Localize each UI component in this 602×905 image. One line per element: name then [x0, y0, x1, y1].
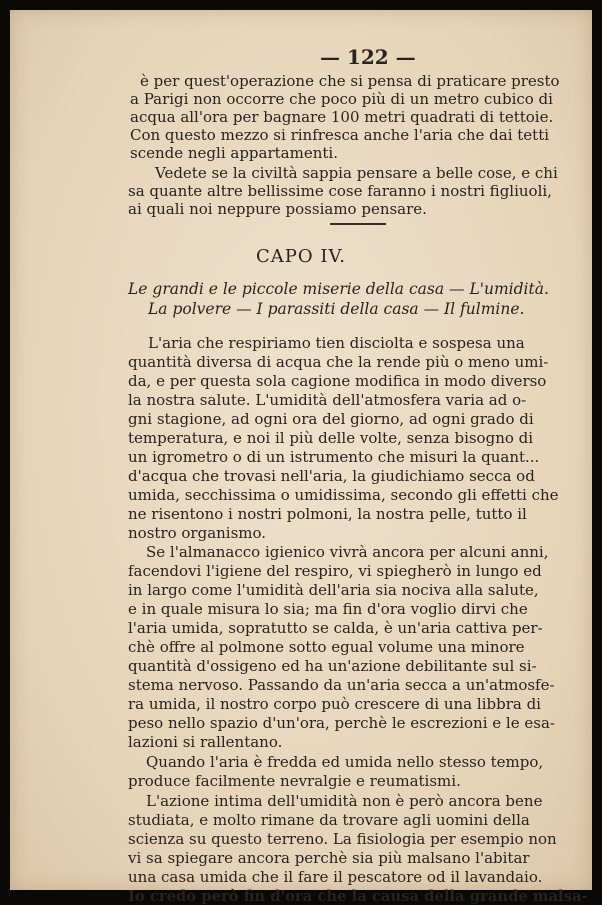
- text-line: facendovi l'igiene del respiro, vi spiegherò in lungo ed: [128, 562, 542, 580]
- text-line: L'aria che respiriamo tien disciolta e sospesa una: [148, 334, 525, 352]
- page-number: — 122 —: [320, 45, 416, 69]
- text-line: umida, secchissima o umidissima, secondo gli effetti che: [128, 486, 559, 504]
- text-line: la nostra salute. L'umidità dell'atmosfera varia ad o-: [128, 391, 527, 409]
- text-line: quantità d'ossigeno ed ha un'azione debilitante sul si-: [128, 657, 537, 675]
- text-line: acqua all'ora per bagnare 100 metri quadrati di tettoie.: [130, 108, 554, 126]
- text-line: peso nello spazio d'un'ora, perchè le escrezioni e le esa-: [128, 714, 555, 732]
- text-line: sa quante altre bellissime cose faranno i nostri figliuoli,: [128, 182, 552, 200]
- text-line: stema nervoso. Passando da un'aria secca a un'atmosfe-: [128, 676, 555, 694]
- text-line: gni stagione, ad ogni ora del giorno, ad ogni grado di: [128, 410, 534, 428]
- text-line: studiata, e molto rimane da trovare agli uomini della: [128, 811, 530, 829]
- text-line: produce facilmente nevralgie e reumatismi.: [128, 772, 461, 790]
- text-line: d'acqua che trovasi nell'aria, la giudichiamo secca od: [128, 467, 535, 485]
- text-line: e in quale misura lo sia; ma fin d'ora voglio dirvi che: [128, 600, 528, 618]
- text-line: temperatura, e noi il più delle volte, senza bisogno di: [128, 429, 534, 447]
- text-line: quantità diversa di acqua che la rende più o meno umi-: [128, 353, 549, 371]
- section-divider: [330, 223, 386, 225]
- text-line: è per quest'operazione che si pensa di praticare presto: [140, 72, 560, 90]
- book-page: [10, 10, 592, 905]
- text-line: ra umida, il nostro corpo può crescere di una libbra di: [128, 695, 541, 713]
- text-line: Io credo però fin d'ora che la causa della grande malsa-: [128, 887, 588, 905]
- text-line: un igrometro o di un istrumento che misuri la quant...: [128, 448, 540, 466]
- text-line: L'azione intima dell'umidità non è però ancora bene: [146, 792, 543, 810]
- text-line: scienza su questo terreno. La fisiologia per esempio non: [128, 830, 557, 848]
- text-line: scende negli appartamenti.: [130, 144, 338, 162]
- text-line: vi sa spiegare ancora perchè sia più malsano l'abitar: [128, 849, 530, 867]
- chapter-subtitle-line-2: La polvere — I parassiti della casa — Il fulmine.: [148, 300, 525, 318]
- text-line: una casa umida che il fare il pescatore od il lavandaio.: [128, 868, 543, 886]
- text-line: Con questo mezzo si rinfresca anche l'aria che dai tetti: [130, 126, 550, 144]
- text-line: Quando l'aria è fredda ed umida nello stesso tempo,: [146, 753, 544, 771]
- text-line: a Parigi non occorre che poco più di un metro cubico di: [130, 90, 553, 108]
- text-line: l'aria umida, sopratutto se calda, è un'aria cattiva per-: [128, 619, 543, 637]
- text-line: Se l'almanacco igienico vivrà ancora per alcuni anni,: [146, 543, 549, 561]
- text-line: Vedete se la civiltà sappia pensare a belle cose, e chi: [155, 164, 558, 182]
- text-line: nostro organismo.: [128, 524, 267, 542]
- text-line: chè offre al polmone sotto egual volume una minore: [128, 638, 525, 656]
- text-line: da, e per questa sola cagione modifica in modo diverso: [128, 372, 547, 390]
- text-line: ne risentono i nostri polmoni, la nostra pelle, tutto il: [128, 505, 527, 523]
- text-line: in largo come l'umidità dell'aria sia nociva alla salute,: [128, 581, 539, 599]
- chapter-subtitle-line-1: Le grandi e le piccole miserie della casa — L'umidità.: [128, 280, 549, 298]
- chapter-title: CAPO IV.: [255, 246, 347, 267]
- text-line: ai quali noi neppure possiamo pensare.: [128, 200, 427, 218]
- text-line: lazioni si rallentano.: [128, 733, 283, 751]
